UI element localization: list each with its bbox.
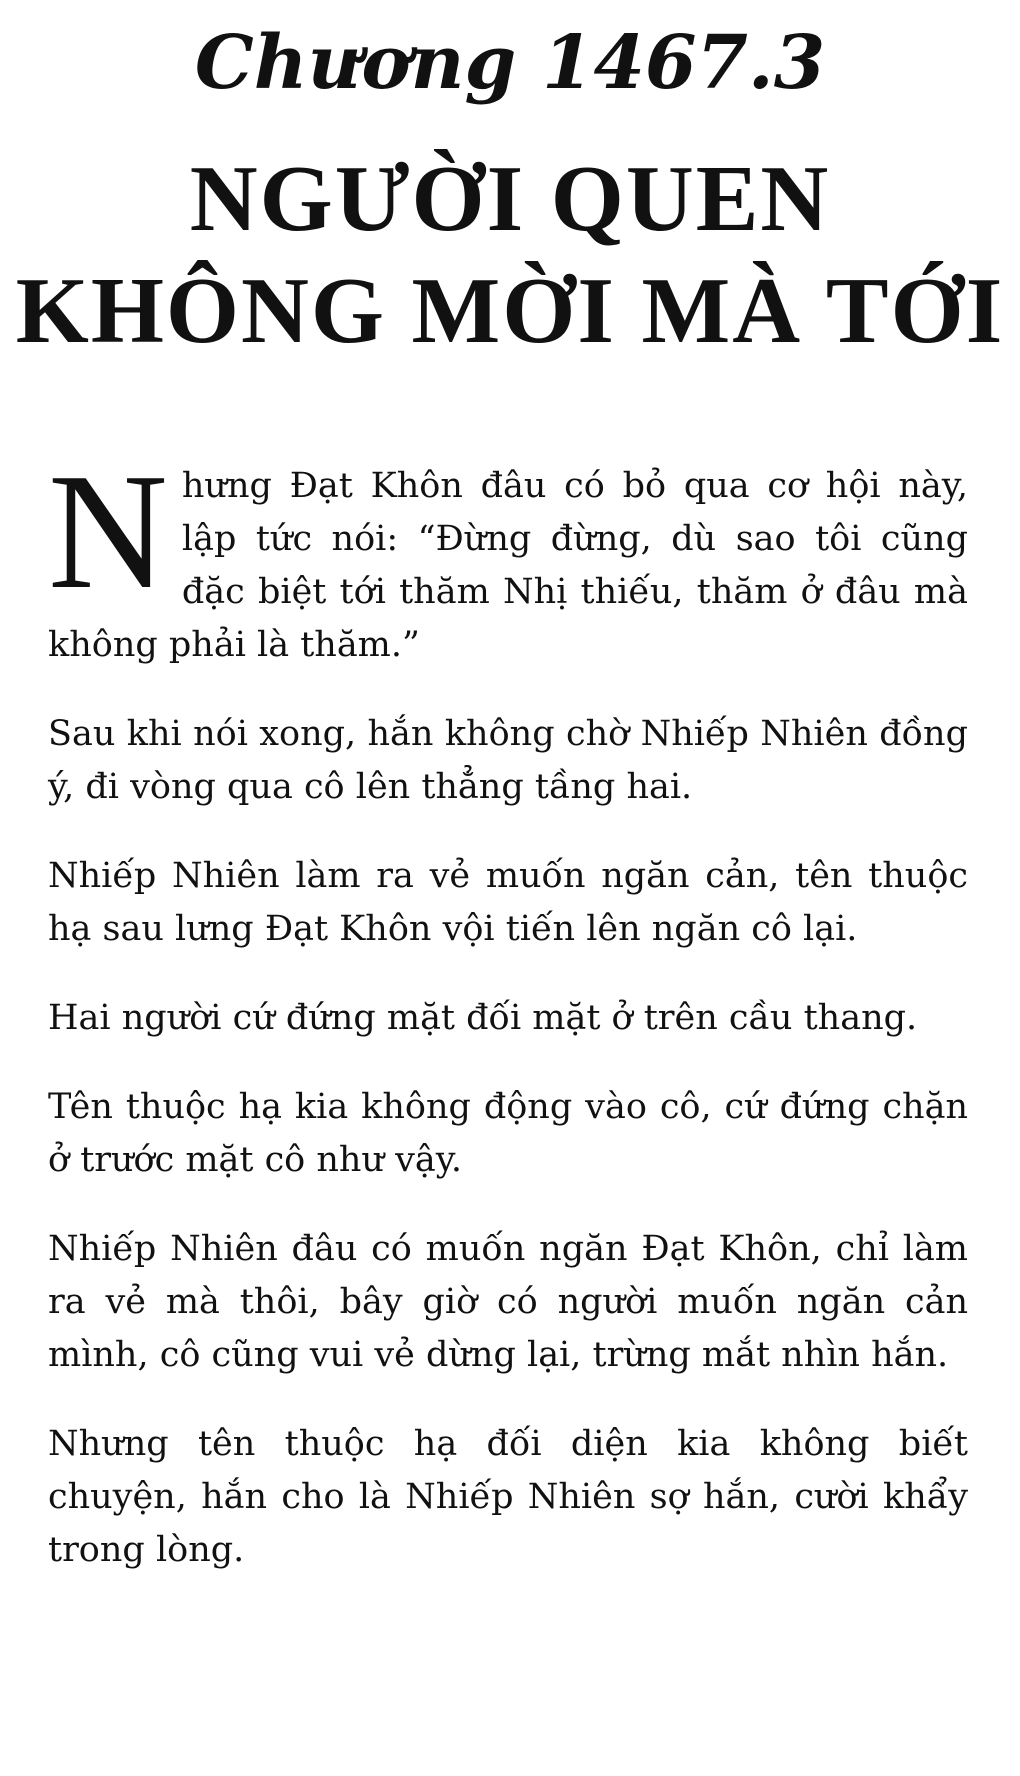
paragraph-6: Nhiếp Nhiên đâu có muốn ngăn Đạt Khôn, chỉ làm ra vẻ mà thôi, bây giờ có người muốn ngăn cản mình, cô cũng vui vẻ dừng lại, trừng mắt nhìn hắn.	[48, 1229, 968, 1375]
paragraph-1-text: hưng Đạt Khôn đâu có bỏ qua cơ hội này, lập tức nói: “Đừng đừng, dù sao tôi cũng đặc biệt tới thăm Nhị thiếu, thăm ở đâu mà không phải là thăm.”	[48, 466, 968, 665]
paragraph-5: Tên thuộc hạ kia không động vào cô, cứ đứng chặn ở trước mặt cô như vậy.	[48, 1087, 968, 1180]
paragraph-3: Nhiếp Nhiên làm ra vẻ muốn ngăn cản, tên thuộc hạ sau lưng Đạt Khôn vội tiến lên ngăn cô lại.	[48, 856, 968, 949]
chapter-title-line-2: KHÔNG MỜI MÀ TỚI	[15, 259, 1005, 363]
chapter-title	[0, 143, 1020, 367]
paragraph-4: Hai người cứ đứng mặt đối mặt ở trên cầu thang.	[48, 998, 918, 1038]
paragraph-7: Nhưng tên thuộc hạ đối diện kia không biết chuyện, hắn cho là Nhiếp Nhiên sợ hắn, cười khẩy trong lòng.	[48, 1424, 968, 1570]
paragraph-2: Sau khi nói xong, hắn không chờ Nhiếp Nhiên đồng ý, đi vòng qua cô lên thẳng tầng hai.	[48, 714, 968, 807]
chapter-number: Chương 1467.3	[194, 20, 826, 106]
chapter-title-line-1: NGƯỜI QUEN	[189, 147, 831, 251]
paragraph-1	[48, 439, 968, 672]
chapter-body	[48, 439, 968, 1613]
drop-cap: N	[48, 439, 168, 623]
